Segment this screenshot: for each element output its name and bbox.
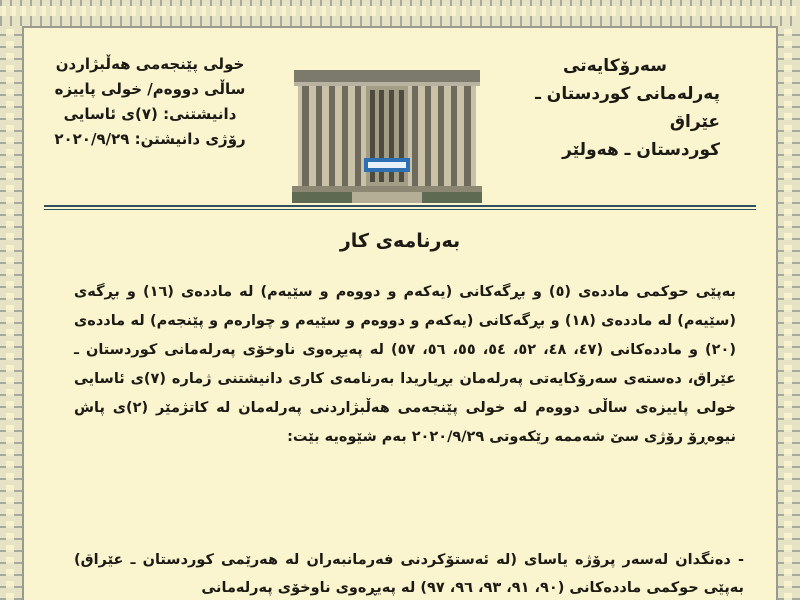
parliament-building-emblem <box>292 68 482 203</box>
header-divider <box>44 205 756 207</box>
letterhead-institution <box>480 52 720 164</box>
ornamental-border-right <box>776 26 800 600</box>
institution-line-3: کوردستان ـ هەولێر <box>562 140 720 160</box>
agenda-intro <box>74 278 736 452</box>
ornamental-border-left <box>0 26 24 600</box>
ornamental-border-top <box>0 0 800 28</box>
session-line-3: دانیشتنی: (٧)ی ئاسایی <box>63 105 237 123</box>
agenda-item-1-text: - دەنگدان لەسەر پرۆژە یاسای (لە ئەستۆکردنی فەرمانبەران لە هەرێمی کوردستان ـ عێراق) بەپێی حوکمی ماددەکانی (٩٠، ٩١، ٩٣، ٩٦، ٩٧) لە پەیڕەوی ناوخۆی پەرلەمانی <box>74 552 744 596</box>
institution-line-2: پەرلەمانی کوردستان ـ عێراق <box>535 84 720 132</box>
institution-line-1: سەرۆکایەتی <box>563 56 667 76</box>
document-title: بەرنامەی کار <box>339 230 461 252</box>
session-line-4: رۆژی دانیشتن: ٢٠٢٠/٩/٢٩ <box>54 130 246 148</box>
letterhead-session-info <box>30 52 270 152</box>
header-divider-thin <box>44 209 756 210</box>
agenda-intro-paragraph: بەپێی حوکمی ماددەی (٥) و بڕگەکانی (یەکەم و دووەم و سێیەم) لە ماددەی (١٦) و بڕگەی (سێیەم) لە ماددەی (١٨) و بڕگەکانی (یەکەم و دووەم و سێیەم و چوارەم و پێنجەم) لە ماددەی (٢٠) و ماددەکانی (٤٧، ٤٨، ٥٢، ٥٤، ٥٥، ٥٦، ٥٧) لە پەیڕەوی ناوخۆی پەرلەمانی کوردستان ـ عێراق، دەستەی سەرۆکایەتی پەرلەمان بڕیاریدا بەرنامەی کاری دانیشتنی ژمارە (٧)ی ئاسایی خولی پاییزەی ساڵی دووەم لە خولی پێنجەمی هەڵبژاردنی پەرلەمان لە کاتژمێر (٢)ی پاش نیوەڕۆ رۆژی سێ شەممە رێکەوتی ٢٠٢٠/٩/٢٩ بەم شێوەیە بێت: <box>74 284 737 445</box>
session-line-1: خولی پێنجەمی هەڵبژاردن <box>55 55 245 73</box>
agenda-item-1 <box>74 546 744 600</box>
session-line-2: ساڵی دووەم/ خولی پاییزە <box>54 80 246 98</box>
